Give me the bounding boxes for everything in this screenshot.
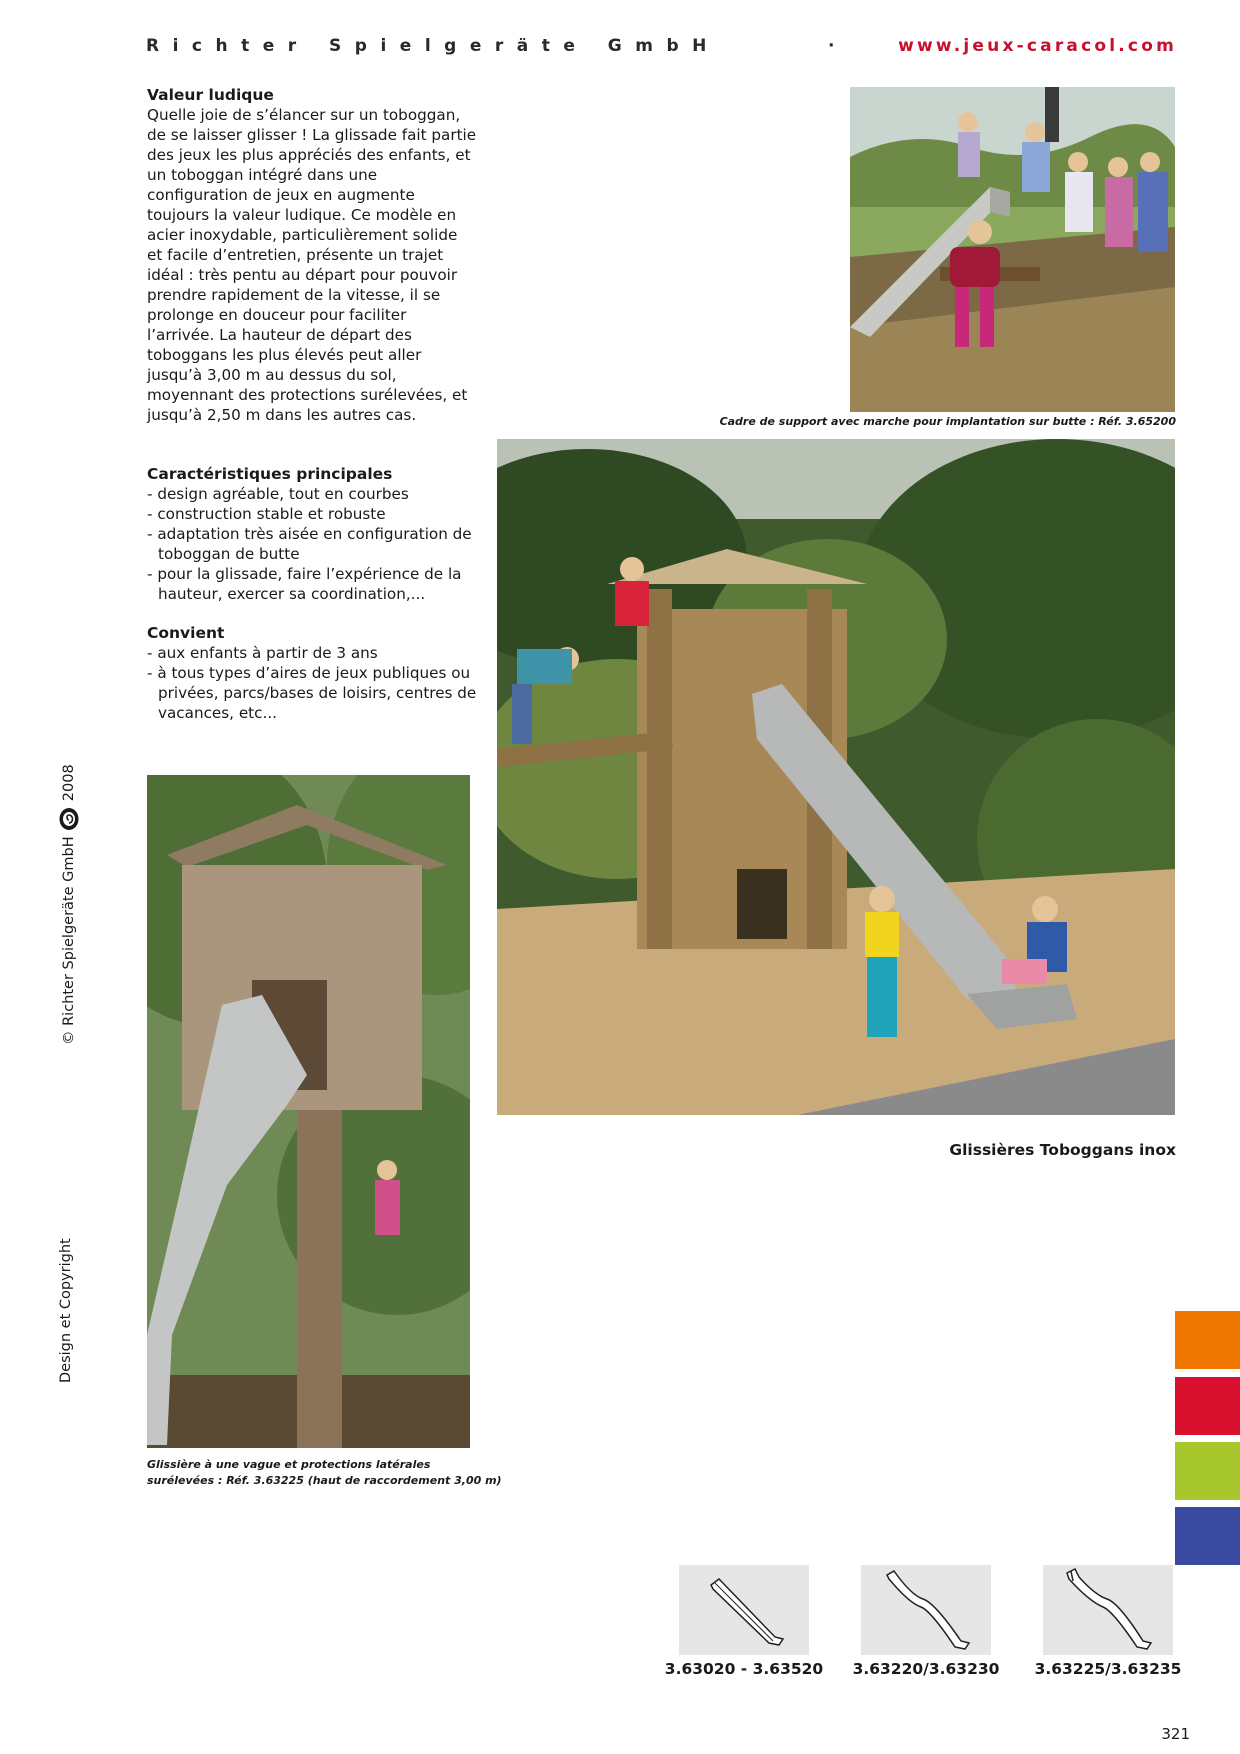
left-photo-caption-2: surélevées : Réf. 3.63225 (haut de raccordement 3,00 m): [147, 1474, 502, 1487]
slide-straight-icon: [679, 1565, 809, 1655]
thumbnail-ref-2: 3.63220/3.63230: [852, 1660, 1000, 1678]
page-number: 321: [1161, 1725, 1190, 1743]
copyright-holder: Richter Spielgeräte GmbH: [61, 836, 77, 1026]
design-copyright: Design et Copyright: [58, 1238, 74, 1383]
list-item: - design agréable, tout en courbes: [147, 484, 477, 504]
copyright-year: 2008: [61, 764, 77, 802]
photo-treehouse-slide: [147, 775, 470, 1448]
photo-tower-slide: [497, 439, 1175, 1115]
valeur-section: [147, 85, 477, 425]
section-tab-orange[interactable]: [1175, 1311, 1240, 1369]
list-item: - à tous types d’aires de jeux publiques ou privées, parcs/bases de loisirs, centres de vacances, etc...: [147, 663, 477, 723]
section-tab-blue[interactable]: [1175, 1507, 1240, 1565]
convient-title: Convient: [147, 624, 225, 642]
valeur-title: Valeur ludique: [147, 86, 274, 104]
list-item: - construction stable et robuste: [147, 504, 477, 524]
slide-wave-protected-icon: [1043, 1565, 1173, 1655]
header-separator: ·: [828, 36, 835, 56]
copyright-notice: [58, 764, 80, 1045]
caracteristiques-section: [147, 464, 477, 604]
thumbnail-ref-3: 3.63225/3.63235: [1034, 1660, 1182, 1678]
top-photo-caption: Cadre de support avec marche pour implantation sur butte : Réf. 3.65200: [719, 415, 1176, 428]
website-link[interactable]: www.jeux-caracol.com: [898, 36, 1177, 56]
photo-slope-slide: [850, 87, 1175, 412]
left-photo-caption-1: Glissière à une vague et protections latérales: [147, 1458, 431, 1471]
company-name: Richter Spielgeräte GmbH: [146, 36, 720, 56]
caracteristiques-title: Caractéristiques principales: [147, 465, 393, 483]
valeur-text: Quelle joie de s’élancer sur un toboggan, de se laisser glisser ! La glissade fait partie des jeux les plus appréciés des enfants, et un toboggan intégré dans une configuration de jeux en augmente toujours la valeur ludique. Ce modèle en acier inoxydable, particulièrement solide et facile d’entretien, présente un trajet idéal : très pentu au départ pour pouvoir prendre rapidement de la vitesse, il se prolonge en douceur pour faciliter l’arrivée. La hauteur de départ des toboggans les plus élevés peut aller jusqu’à 3,00 m au dessus du sol, moyennant des protections surélevées, et jusqu’à 2,50 m dans les autres cas.: [147, 106, 477, 424]
convient-section: [147, 623, 477, 723]
product-title: Glissières Toboggans inox: [949, 1141, 1176, 1159]
list-item: - adaptation très aisée en configuration de toboggan de butte: [147, 524, 477, 564]
slide-wave-icon: [861, 1565, 991, 1655]
list-item: - pour la glissade, faire l’expérience de la hauteur, exercer sa coordination,...: [147, 564, 477, 604]
section-tab-green[interactable]: [1175, 1442, 1240, 1500]
thumbnail-ref-1: 3.63020 - 3.63520: [664, 1660, 824, 1678]
section-tab-red[interactable]: [1175, 1377, 1240, 1435]
copyright-symbol: ©: [61, 1025, 77, 1045]
list-item: - aux enfants à partir de 3 ans: [147, 643, 477, 663]
snail-logo-icon: [58, 806, 80, 832]
